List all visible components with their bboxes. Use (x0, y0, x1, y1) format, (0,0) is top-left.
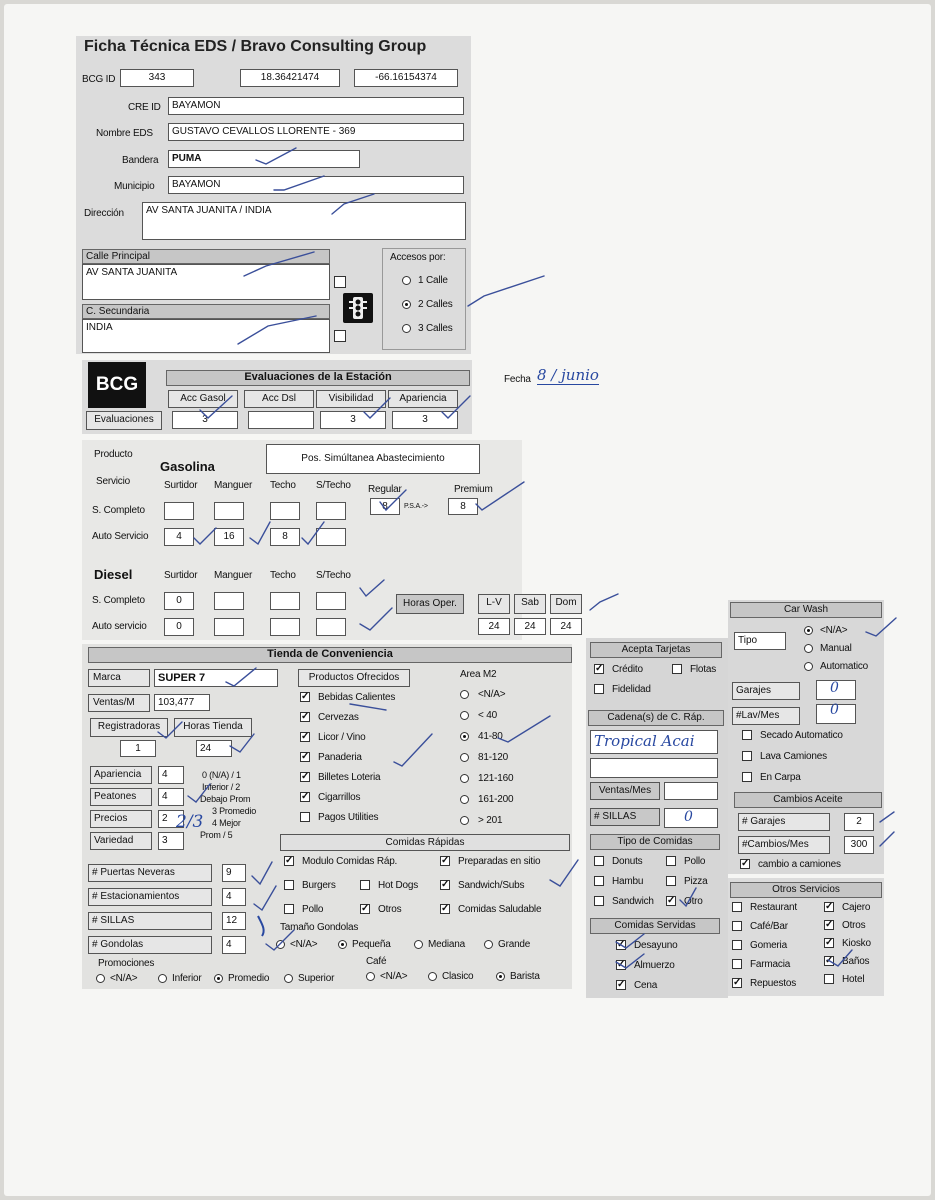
calle-principal-field[interactable]: AV SANTA JUANITA (82, 264, 330, 300)
comida-label: Comidas Saludable (458, 904, 542, 915)
calle-secundaria-field[interactable]: INDIA (82, 319, 330, 353)
cambios-header: Cambios Aceite (734, 792, 882, 808)
horas-tienda-label: Horas Tienda (174, 718, 252, 737)
comida-label: Preparadas en sitio (458, 856, 541, 867)
check-mark (194, 528, 216, 544)
count-label: # Puertas Neveras (88, 864, 212, 882)
check-mark (244, 252, 314, 276)
bcg-id-label: BCG ID (82, 74, 116, 85)
check-mark (230, 734, 254, 752)
rating-field[interactable]: 3 (158, 832, 184, 850)
rating-label: Variedad (90, 832, 152, 850)
bandera-field[interactable]: PUMA (168, 150, 360, 168)
servicio-label: Servicio (96, 476, 130, 487)
carwash-header: Car Wash (730, 602, 882, 618)
handwritten-marks (4, 4, 931, 1196)
productos-ofrecidos-label: Productos Ofrecidos (298, 669, 410, 687)
tarjeta-label: Flotas (690, 664, 717, 675)
gondolas-option-label: Mediana (428, 939, 465, 950)
gondolas-option-label: <N/A> (290, 939, 318, 950)
check-mark (350, 704, 386, 710)
promociones-option-label: Promedio (228, 973, 270, 984)
garajes-handwritten: 0 (830, 680, 839, 696)
rating-field[interactable]: 4 (158, 788, 184, 806)
check-mark (226, 668, 256, 686)
row-label: S. Completo (92, 505, 145, 516)
comida-servida-label: Cena (634, 980, 658, 991)
carwash-option-label: Manual (820, 643, 852, 654)
gondolas-option-label: Pequeña (352, 939, 391, 950)
tipo-comida-label: Hambu (612, 876, 644, 887)
producto-checkbox[interactable]: ✓ (301, 751, 310, 762)
carwash-option-label: Automatico (820, 661, 869, 672)
otro-servicio-checkbox[interactable]: ✓ (825, 901, 834, 912)
registradoras-label: Registradoras (90, 718, 168, 737)
otro-servicio-label: Farmacia (750, 959, 791, 970)
count-field[interactable]: 9 (222, 864, 246, 882)
check-mark (158, 722, 182, 738)
bandera-label: Bandera (122, 155, 159, 166)
sillas-handwritten: 0 (684, 809, 693, 825)
marca-field[interactable]: SUPER 7 (154, 669, 278, 687)
cre-id-field[interactable]: BAYAMON (168, 97, 464, 115)
horas-value-field[interactable]: 24 (550, 618, 582, 635)
cre-id-label: CRE ID (128, 102, 161, 113)
check-mark (360, 580, 384, 596)
direccion-field[interactable]: AV SANTA JUANITA / INDIA (142, 202, 466, 240)
calle-secundaria-label: C. Secundaria (82, 304, 330, 319)
producto-checkbox[interactable]: ✓ (301, 771, 310, 782)
check-mark (394, 734, 432, 766)
otro-servicio-label: Kiosko (842, 938, 871, 949)
otro-servicio-label: Repuestos (750, 978, 797, 989)
row-label: Auto Servicio (92, 531, 149, 542)
registradoras-field[interactable]: 1 (120, 740, 156, 757)
cambios-mes-label: #Cambios/Mes (738, 836, 830, 854)
municipio-label: Municipio (114, 181, 155, 192)
check-mark (828, 950, 852, 966)
pos-simultanea-box: Pos. Simúltanea Abastecimiento (266, 444, 480, 474)
marca-label: Marca (88, 669, 150, 687)
evaluacion-column-label: Apariencia (388, 390, 458, 408)
ventas-m-field[interactable]: 103,477 (154, 694, 210, 711)
direccion-label: Dirección (84, 208, 124, 219)
form-title: Ficha Técnica EDS / Bravo Consulting Group (84, 38, 427, 55)
count-label: # Estacionamientos (88, 888, 212, 906)
rating-label: Apariencia (90, 766, 152, 784)
count-label: # SILLAS (88, 912, 212, 930)
municipio-field[interactable]: BAYAMON (168, 176, 464, 194)
evaluacion-value-field[interactable]: 3 (320, 411, 386, 429)
producto-label: Bebidas Calientes (318, 692, 396, 703)
cambio-camiones-checkbox[interactable]: ✓ (741, 858, 750, 869)
check-mark (616, 934, 644, 948)
comida-servida-checkbox[interactable]: ✓ (617, 939, 626, 950)
tipo-comida-label: Donuts (612, 856, 643, 867)
producto-label: Licor / Vino (318, 732, 366, 743)
column-header: Techo (270, 480, 296, 491)
check-mark (302, 522, 324, 544)
cadenas-handwritten: Tropical Acai (594, 732, 695, 750)
evaluacion-value-field[interactable]: 3 (172, 411, 238, 429)
check-mark (364, 398, 390, 418)
check-mark (252, 862, 272, 884)
paper-sheet (4, 4, 931, 1196)
acceso-option-label: 1 Calle (418, 275, 448, 286)
horas-oper-button[interactable]: Horas Oper. (396, 594, 464, 614)
check-mark (238, 316, 316, 344)
otro-servicio-label: Baños (842, 956, 870, 967)
column-header: Manguer (214, 570, 253, 581)
fecha-label: Fecha (504, 374, 531, 385)
otro-servicio-checkbox[interactable]: ✓ (825, 919, 834, 930)
otro-servicio-checkbox[interactable]: ✓ (825, 937, 834, 948)
producto-checkbox[interactable]: ✓ (301, 711, 310, 722)
producto-label: Panaderia (318, 752, 362, 763)
comida-checkbox[interactable]: ✓ (441, 903, 450, 914)
sillas-label: # SILLAS (590, 808, 660, 826)
comidas-servidas-header: Comidas Servidas (590, 918, 720, 934)
count-field[interactable]: 12 (222, 912, 246, 930)
column-header: Manguer (214, 480, 253, 491)
check-mark (200, 396, 232, 418)
producto-checkbox[interactable]: ✓ (301, 691, 310, 702)
otro-servicio-checkbox[interactable]: ✓ (825, 955, 834, 966)
tipo-comida-label: Otro (684, 896, 703, 907)
nombre-eds-field[interactable]: GUSTAVO CEVALLOS LLORENTE - 369 (168, 123, 464, 141)
grid-cell-field[interactable]: 0 (164, 618, 194, 636)
check-mark (468, 276, 544, 306)
comida-checkbox[interactable]: ✓ (441, 879, 450, 890)
comida-checkbox[interactable]: ✓ (361, 903, 370, 914)
promociones-option-label: Superior (298, 973, 335, 984)
cambios-mes-field[interactable]: 300 (844, 836, 874, 854)
premium-label: Premium (454, 484, 493, 495)
rating-scale-text: Debajo Prom (200, 794, 251, 804)
cafe-option-label: Barista (510, 971, 540, 982)
area-option-label: > 201 (478, 815, 503, 826)
rating-field[interactable]: 2 (158, 810, 184, 828)
precios-handwritten: 2/3 (176, 812, 204, 832)
otro-servicio-label: Gomeria (750, 940, 787, 951)
handwritten-bracket (258, 916, 264, 936)
area-option-label: < 40 (478, 710, 497, 721)
ventas-m-label: Ventas/M (88, 694, 150, 712)
premium-field[interactable]: 8 (448, 498, 478, 515)
check-mark (590, 594, 618, 610)
check-mark (442, 396, 470, 418)
rating-scale-text: Inferior / 2 (202, 782, 241, 792)
comida-servida-label: Desayuno (634, 940, 678, 951)
evaluacion-column-label: Visibilidad (316, 390, 386, 408)
calle-principal-label: Calle Principal (82, 249, 330, 264)
rating-label: Peatones (90, 788, 152, 806)
producto-label: Producto (94, 449, 133, 460)
producto-label: Cigarrillos (318, 792, 361, 803)
tipo-comidas-header: Tipo de Comidas (590, 834, 720, 850)
producto-label: Billetes Loteria (318, 772, 381, 783)
comidas-rapidas-label: Comidas Rápidas (280, 834, 570, 851)
tarjetas-header: Acepta Tarjetas (590, 642, 722, 658)
comida-label: Modulo Comidas Ráp. (302, 856, 398, 867)
row-label: Auto servicio (92, 621, 147, 632)
area-option-label: <N/A> (478, 689, 506, 700)
comida-label: Otros (378, 904, 402, 915)
grid-cell-field[interactable]: 4 (164, 528, 194, 546)
tamano-gondolas-label: Tamaño Gondolas (280, 922, 359, 933)
diesel-label: Diesel (94, 567, 133, 582)
tarjeta-label: Crédito (612, 664, 643, 675)
evaluacion-column-label: Acc Gasol (168, 390, 238, 408)
column-header: Surtidor (164, 570, 198, 581)
check-mark (274, 176, 324, 190)
horas-column-label: Dom (550, 594, 582, 614)
horas-tienda-field[interactable]: 24 (196, 740, 232, 757)
cambios-garajes-field[interactable]: 2 (844, 813, 874, 831)
bcg-id-field[interactable]: 343 (120, 69, 194, 87)
rating-scale-text: 3 Promedio (212, 806, 257, 816)
tipo-comida-label: Sandwich (612, 896, 654, 907)
check-mark (360, 608, 392, 630)
horas-column-label: Sab (514, 594, 546, 614)
cambios-garajes-label: # Garajes (738, 813, 830, 831)
carwash-option-label: <N/A> (820, 625, 848, 636)
comida-label: Pollo (302, 904, 324, 915)
check-mark (880, 832, 894, 846)
gondolas-option-label: Grande (498, 939, 531, 950)
cadenas-header: Cadena(s) de C. Ráp. (588, 710, 724, 726)
psa-label: P.S.A.-> (404, 503, 428, 510)
garajes-label: Garajes (732, 682, 800, 700)
area-option-label: 121-160 (478, 773, 514, 784)
tarjeta-checkbox[interactable]: ✓ (595, 663, 604, 674)
lav-mes-handwritten: 0 (830, 702, 839, 718)
longitude-field[interactable]: -66.16154374 (354, 69, 458, 87)
promociones-option-label: <N/A> (110, 973, 138, 984)
producto-checkbox[interactable]: ✓ (301, 731, 310, 742)
area-option-label: 161-200 (478, 794, 514, 805)
area-option-label: 81-120 (478, 752, 508, 763)
otro-servicio-label: Cajero (842, 902, 871, 913)
otro-servicio-label: Otros (842, 920, 866, 931)
tarjeta-label: Fidelidad (612, 684, 651, 695)
carwash-extra-label: Secado Automatico (760, 730, 843, 741)
check-mark (256, 148, 296, 164)
check-mark (476, 482, 524, 510)
evaluaciones-header: Evaluaciones de la Estación (166, 370, 470, 386)
bcg-logo: BCG (88, 362, 146, 408)
column-header: S/Techo (316, 570, 351, 581)
ventas-mes-label: Ventas/Mes (590, 782, 660, 800)
comida-servida-checkbox[interactable]: ✓ (617, 979, 626, 990)
rating-label: Precios (90, 810, 152, 828)
carwash-tipo-label: Tipo (734, 632, 786, 650)
check-mark (616, 954, 644, 968)
carwash-extra-label: Lava Camiones (760, 751, 827, 762)
producto-label: Pagos Utilities (318, 812, 379, 823)
comida-label: Burgers (302, 880, 336, 891)
acceso-option-label: 3 Calles (418, 323, 453, 334)
tipo-comida-checkbox[interactable]: ✓ (667, 895, 676, 906)
column-header: S/Techo (316, 480, 351, 491)
grid-cell-field[interactable]: 0 (164, 592, 194, 610)
producto-label: Cervezas (318, 712, 359, 723)
promociones-label: Promociones (98, 958, 155, 969)
check-mark (866, 618, 896, 636)
rating-scale-text: 4 Mejor (212, 818, 241, 828)
producto-checkbox[interactable]: ✓ (301, 791, 310, 802)
regular-label: Regular (368, 484, 402, 495)
acceso-option-label: 2 Calles (418, 299, 453, 310)
column-header: Techo (270, 570, 296, 581)
grid-cell-field[interactable]: 8 (270, 528, 300, 546)
check-mark (254, 886, 276, 910)
regular-field[interactable]: 8 (370, 498, 400, 515)
latitude-field[interactable]: 18.36421474 (240, 69, 340, 87)
check-mark (188, 784, 210, 802)
area-option-label: 41-80 (478, 731, 503, 742)
comida-servida-label: Almuerzo (634, 960, 675, 971)
gasolina-label: Gasolina (160, 459, 215, 474)
area-m2-label: Area M2 (460, 669, 497, 680)
evaluacion-value-field[interactable]: 3 (392, 411, 458, 429)
rating-scale-text: Prom / 5 (200, 830, 233, 840)
otros-header: Otros Servicios (730, 882, 882, 898)
horas-value-field[interactable]: 24 (514, 618, 546, 635)
check-mark (380, 490, 406, 510)
horas-column-label: L-V (478, 594, 510, 614)
otro-servicio-label: Hotel (842, 974, 865, 985)
count-field[interactable]: 4 (222, 936, 246, 954)
carwash-extra-label: En Carpa (760, 772, 801, 783)
check-mark (550, 860, 578, 886)
comida-checkbox[interactable]: ✓ (441, 855, 450, 866)
check-mark (680, 888, 696, 906)
evaluaciones-button[interactable]: Evaluaciones (86, 411, 162, 430)
tipo-comida-label: Pollo (684, 856, 706, 867)
otro-servicio-checkbox[interactable]: ✓ (733, 977, 742, 988)
lav-mes-label: #Lav/Mes (732, 707, 800, 725)
check-mark (880, 812, 894, 822)
row-label: S. Completo (92, 595, 145, 606)
fecha-handwritten: 8 / junio (537, 366, 599, 384)
check-mark (332, 194, 374, 214)
promociones-option-label: Inferior (172, 973, 202, 984)
count-field[interactable]: 4 (222, 888, 246, 906)
check-mark (250, 522, 270, 544)
comida-checkbox[interactable]: ✓ (285, 855, 294, 866)
grid-cell-field[interactable]: 16 (214, 528, 244, 546)
rating-field[interactable]: 4 (158, 766, 184, 784)
accesos-label: Accesos por: (390, 252, 446, 263)
comida-label: Sandwich/Subs (458, 880, 525, 891)
nombre-eds-label: Nombre EDS (96, 128, 153, 139)
otro-servicio-label: Café/Bar (750, 921, 788, 932)
count-label: # Gondolas (88, 936, 212, 954)
cafe-option-label: <N/A> (380, 971, 408, 982)
otro-servicio-label: Restaurant (750, 902, 797, 913)
rating-scale-text: 0 (N/A) / 1 (202, 770, 241, 780)
check-mark (266, 930, 294, 950)
evaluacion-column-label: Acc Dsl (244, 390, 314, 408)
cambio-camiones-label: cambio a camiones (758, 859, 841, 870)
tipo-comida-label: Pizza (684, 876, 708, 887)
cafe-option-label: Clasico (442, 971, 474, 982)
comida-servida-checkbox[interactable]: ✓ (617, 959, 626, 970)
horas-value-field[interactable]: 24 (478, 618, 510, 635)
column-header: Surtidor (164, 480, 198, 491)
tienda-header: Tienda de Conveniencia (88, 647, 572, 663)
check-mark (498, 716, 550, 742)
cafe-label: Café (366, 956, 387, 967)
comida-label: Hot Dogs (378, 880, 419, 891)
